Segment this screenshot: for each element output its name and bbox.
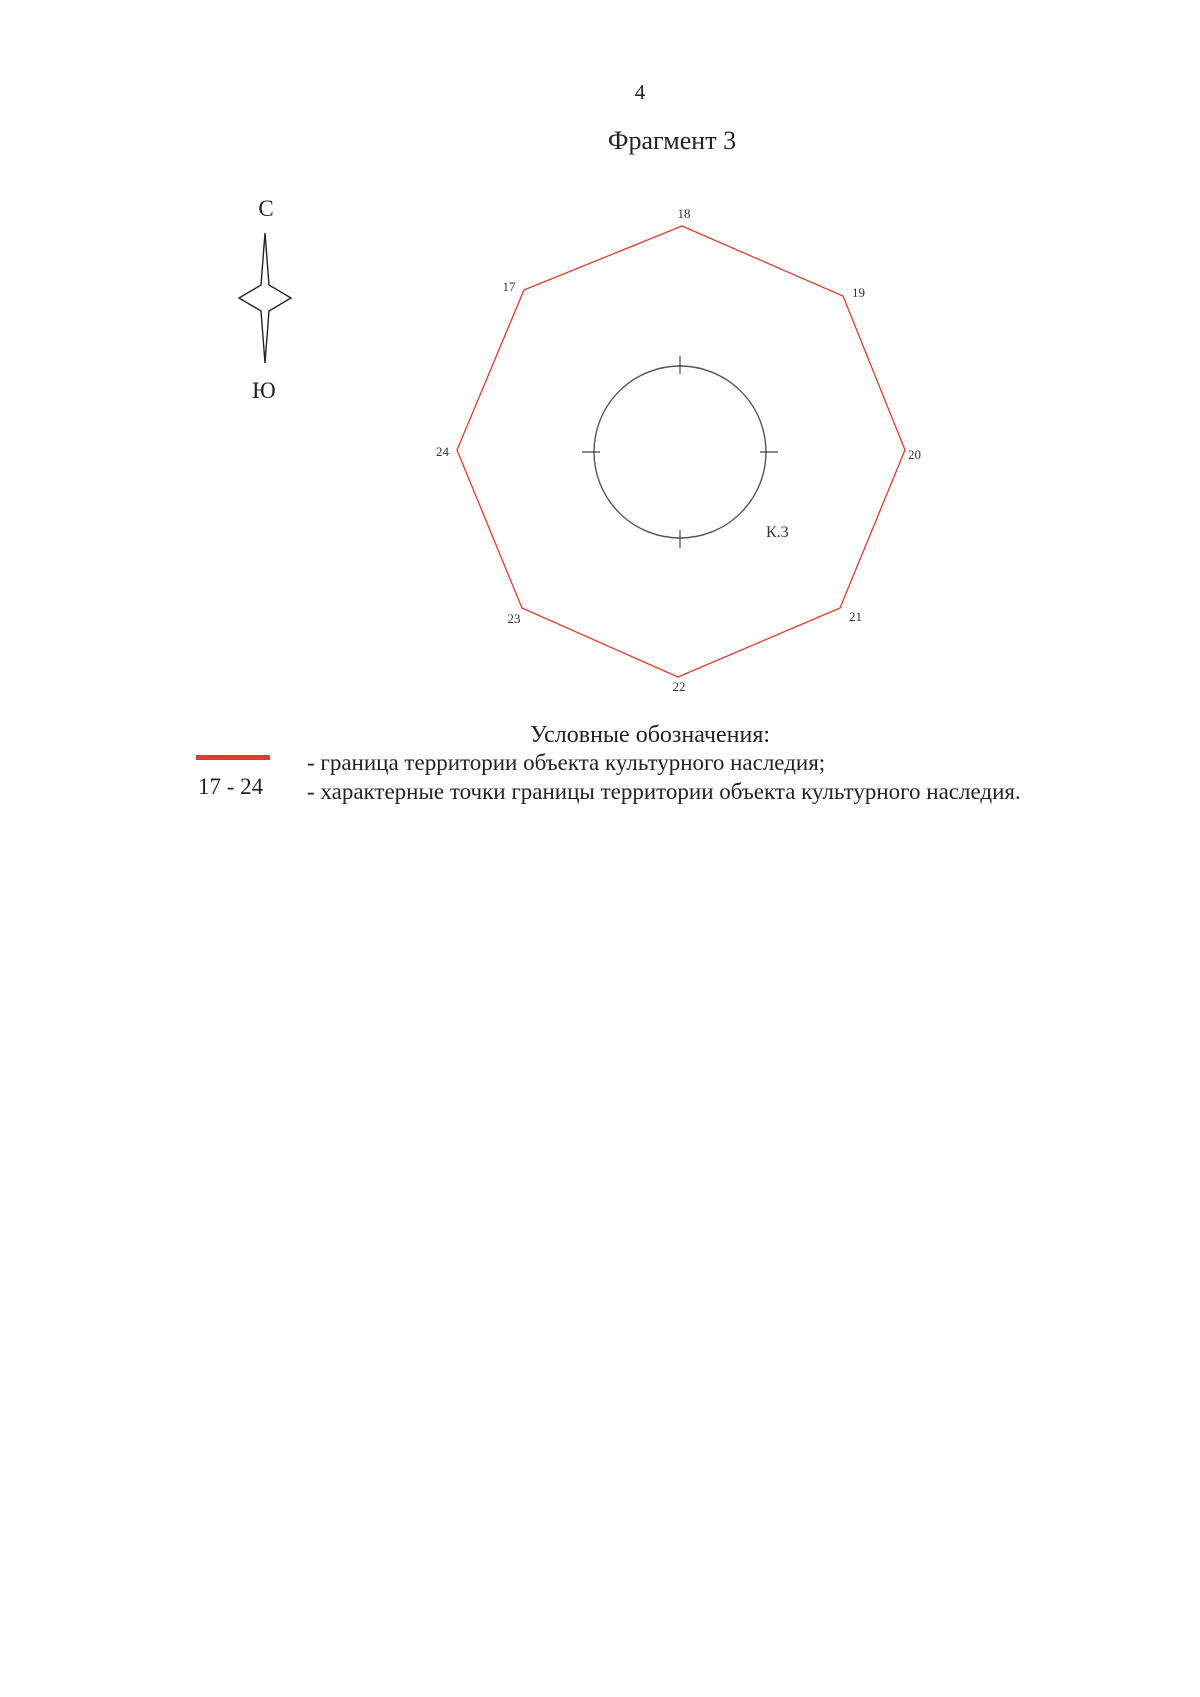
heritage-object xyxy=(582,356,789,548)
vertex-label-19: 19 xyxy=(852,285,865,300)
vertex-label-23: 23 xyxy=(507,611,521,626)
vertex-label-18: 18 xyxy=(677,206,691,221)
object-label: К.3 xyxy=(766,524,789,541)
legend-points-description: - характерные точки границы территории объекта культурного наследия. xyxy=(307,779,1021,804)
vertex-label-24: 24 xyxy=(436,444,449,459)
fragment-title: Фрагмент 3 xyxy=(607,126,737,155)
legend-points-range: 17 - 24 xyxy=(198,774,264,799)
north-arrow-icon xyxy=(239,196,291,403)
compass-north-label: С xyxy=(258,196,274,221)
vertex-label-22: 22 xyxy=(672,679,686,694)
page-number: 4 xyxy=(634,80,646,104)
compass-south-label: Ю xyxy=(252,378,276,403)
legend-boundary-description: - граница территории объекта культурного наследия; xyxy=(307,750,826,775)
object-outline xyxy=(594,366,766,538)
territory-boundary xyxy=(457,226,905,677)
vertex-label-20: 20 xyxy=(908,447,921,462)
compass-star-icon xyxy=(239,233,291,363)
legend-title: Условные обозначения: xyxy=(530,722,771,748)
vertex-label-21: 21 xyxy=(849,609,862,624)
boundary-vertex-labels xyxy=(436,206,921,694)
vertex-label-17: 17 xyxy=(502,279,516,294)
legend-boundary-line-sample xyxy=(196,755,270,760)
